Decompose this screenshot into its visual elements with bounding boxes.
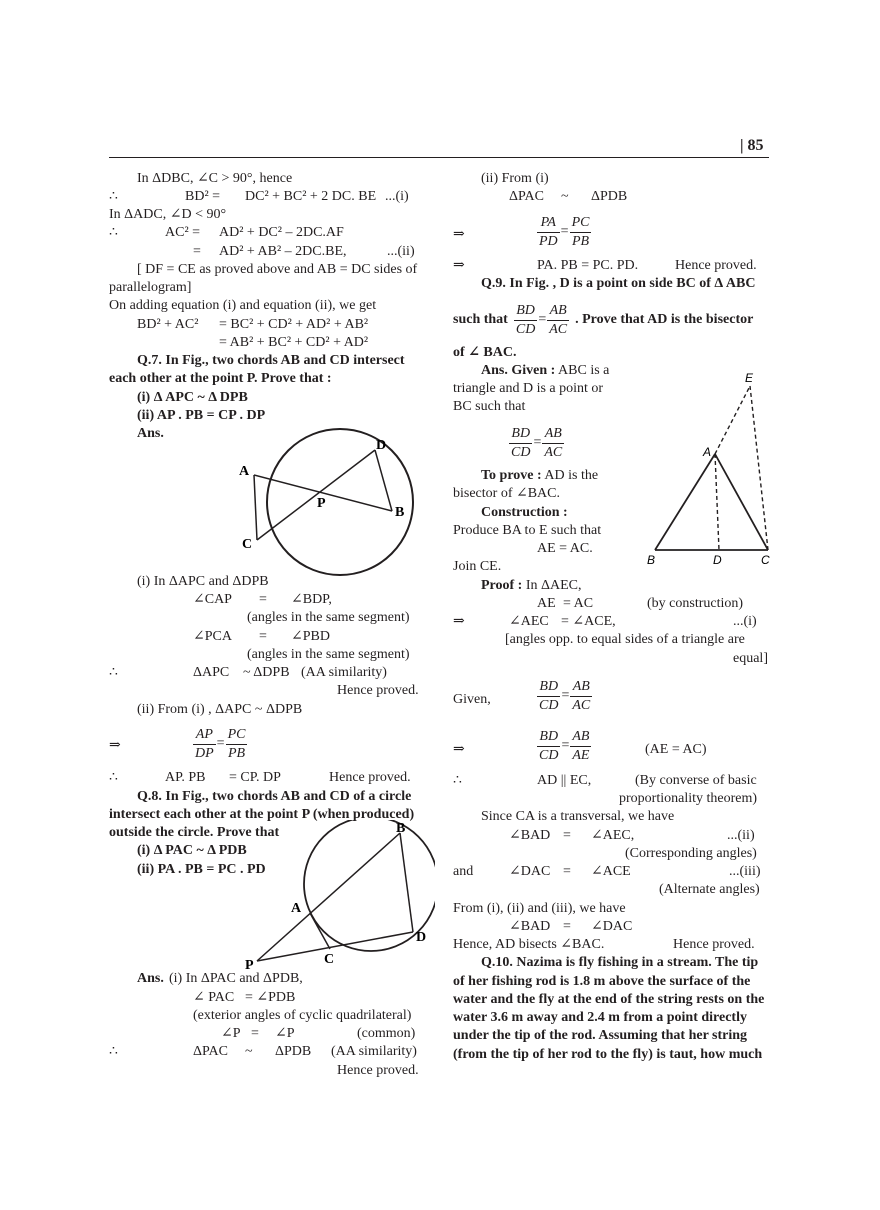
fraction-numerator: AB — [547, 302, 569, 321]
text-line: ∠CAP — [193, 592, 232, 607]
text-line: = — [563, 864, 571, 879]
fraction-equation — [537, 728, 591, 765]
fraction-equation — [193, 726, 247, 763]
question-heading: Q.9. In Fig. , D is a point on side BC of Δ ABC — [481, 276, 756, 291]
fraction-denominator: CD — [511, 445, 531, 460]
point-label-e: E — [745, 371, 754, 385]
fraction-numerator: AB — [542, 425, 564, 444]
fraction-denominator: CD — [539, 748, 559, 763]
text-line: parallelogram] — [109, 280, 192, 295]
equals-sign: = — [561, 738, 570, 754]
text-line: In ΔADC, ∠D < 90° — [109, 207, 227, 222]
text-fragment: such that — [453, 312, 508, 328]
implies-symbol: ⇒ — [453, 258, 465, 273]
text-line: (angles in the same segment) — [247, 647, 410, 662]
text-line: = ∠PDB — [245, 990, 296, 1005]
text-line: ~ ΔDPB — [243, 665, 290, 680]
triangle-bisector-figure — [645, 368, 775, 568]
page-number: | 85 — [740, 137, 764, 154]
text-line: = — [563, 919, 571, 934]
therefore-symbol: ∴ — [109, 770, 118, 785]
text-line: (ii) From (i) — [481, 171, 549, 186]
point-label-p: P — [245, 958, 254, 972]
point-label-b: B — [395, 505, 405, 520]
implies-symbol: ⇒ — [453, 614, 465, 629]
text-line: (common) — [357, 1026, 416, 1041]
equation-number: ...(ii) — [387, 244, 415, 259]
fraction-denominator: CD — [539, 698, 559, 713]
fraction-denominator: AC — [544, 445, 563, 460]
answer-label: Ans. — [137, 426, 164, 441]
text-line: Hence, AD bisects ∠BAC. — [453, 937, 605, 952]
text-line: ∠ PAC — [193, 990, 235, 1005]
text-line: AD || EC, — [537, 773, 592, 788]
construction-label: Construction : — [481, 505, 568, 520]
question-part: (ii) PA . PB = PC . PD — [137, 862, 266, 877]
text-line: ∠DAC — [509, 864, 551, 879]
text-line: ΔPAC — [193, 1044, 228, 1059]
text-line: = — [193, 244, 201, 259]
text-line: and — [453, 864, 474, 879]
text-line: = AC — [563, 596, 594, 611]
fraction-numerator: AB — [570, 728, 591, 747]
text-line: AE — [537, 596, 556, 611]
text-line: proportionality theorem) — [619, 791, 758, 806]
text-line: Given, — [453, 692, 491, 707]
equals-sign: = — [216, 736, 225, 752]
equation-number: ...(i) — [385, 189, 409, 204]
text-line: ∠AEC, — [591, 828, 635, 843]
hence-proved: Hence proved. — [675, 258, 757, 273]
point-label-a: A — [291, 901, 302, 916]
point-label-b: B — [647, 553, 656, 567]
question-heading: intersect each other at the point P (when produced) — [109, 807, 415, 822]
text-line: DC² + BC² + 2 DC. BE — [245, 189, 377, 204]
chords-intersecting-figure — [229, 420, 429, 580]
proof-label: Proof : — [481, 578, 523, 593]
fraction-numerator: AB — [570, 678, 592, 697]
question-part: (i) Δ APC ~ Δ DPB — [137, 390, 248, 405]
point-label-a: A — [703, 445, 712, 459]
question-heading: water and the fly at the end of the string rests on the — [453, 992, 765, 1007]
text-line: (Alternate angles) — [659, 882, 760, 897]
fraction-equation — [537, 678, 592, 715]
equation-number: ...(ii) — [727, 828, 755, 843]
question-heading: Q.8. In Fig., two chords AB and CD of a circle — [137, 789, 412, 804]
point-label-d: D — [416, 930, 427, 945]
right-column — [453, 170, 773, 1090]
hence-proved: Hence proved. — [329, 770, 411, 785]
text-line: (ii) From (i) , ΔAPC ~ ΔDPB — [137, 702, 303, 717]
question-part: (i) Δ PAC ~ Δ PDB — [137, 843, 247, 858]
fraction-denominator: AC — [572, 698, 591, 713]
point-label-c: C — [242, 537, 253, 552]
question-heading: outside the circle. Prove that — [109, 825, 280, 840]
text-line: ∠BAD — [509, 919, 551, 934]
text-line: ΔAPC — [193, 665, 230, 680]
hence-proved: Hence proved. — [337, 1063, 419, 1078]
text-line: Since CA is a transversal, we have — [481, 809, 675, 824]
equals-sign: = — [561, 688, 570, 704]
text-line: ∠DAC — [591, 919, 633, 934]
question-heading: under the tip of the rod. Assuming that her string — [453, 1028, 748, 1043]
question-heading: (from the tip of her rod to the fly) is taut, how much — [453, 1047, 763, 1062]
implies-symbol: ⇒ — [453, 227, 465, 242]
text-line: ΔPDB — [591, 189, 628, 204]
implies-symbol: ⇒ — [453, 742, 465, 757]
point-label-p: P — [317, 496, 326, 511]
question-heading: Q.7. In Fig., two chords AB and CD intersect — [137, 353, 405, 368]
text-line: (angles in the same segment) — [247, 610, 410, 625]
text-line: AE = AC. — [537, 541, 593, 556]
fraction-equation — [509, 425, 564, 462]
text-line: (AA similarity) — [301, 665, 387, 680]
point-label-d: D — [376, 438, 387, 453]
therefore-symbol: ∴ — [109, 1044, 118, 1059]
text-line: ΔPDB — [275, 1044, 312, 1059]
text-line: ∠ACE — [591, 864, 631, 879]
text-line: = — [259, 629, 267, 644]
equals-sign: = — [560, 224, 569, 240]
fraction-numerator: PC — [570, 214, 592, 233]
text-line: BD² + AC² — [137, 317, 199, 332]
hence-proved: Hence proved. — [337, 683, 419, 698]
text-line: equal] — [733, 651, 768, 666]
text-line: triangle and D is a point or — [453, 381, 604, 396]
text-line: BC such that — [453, 399, 526, 414]
equals-sign: = — [538, 312, 547, 328]
text-line: In ΔDBC, ∠C > 90°, hence — [137, 171, 293, 186]
text-line: AD² + AB² – 2DC.BE, — [219, 244, 347, 259]
fraction-numerator: BD — [537, 678, 560, 697]
text-line: = — [259, 592, 267, 607]
hence-proved: Hence proved. — [673, 937, 755, 952]
text-line: (Corresponding angles) — [625, 846, 757, 861]
text-line: Join CE. — [453, 559, 502, 574]
fraction-denominator: DP — [195, 746, 214, 761]
point-label-d: D — [713, 553, 722, 567]
text-fragment: . Prove that AD is the bisector — [575, 312, 754, 328]
text-fragment: AD is the — [544, 468, 599, 483]
text-line: ∠PCA — [193, 629, 232, 644]
text-line: On adding equation (i) and equation (ii), we get — [109, 298, 377, 313]
fraction-numerator: BD — [514, 302, 537, 321]
fraction-numerator: PA — [537, 214, 560, 233]
equation-number: ...(iii) — [729, 864, 761, 879]
text-line: (by construction) — [647, 596, 744, 611]
fraction-denominator: PB — [571, 234, 590, 249]
text-line: ∠AEC — [509, 614, 549, 629]
fraction-denominator: AC — [549, 322, 568, 337]
therefore-symbol: ∴ — [109, 189, 118, 204]
text-line: (By converse of basic — [635, 773, 757, 788]
equals-sign: = — [533, 435, 542, 451]
text-line: (i) In ΔAPC and ΔDPB — [137, 574, 269, 589]
text-line: (i) In ΔPAC and ΔPDB, — [169, 971, 303, 986]
question-heading — [453, 302, 753, 339]
text-line: [ DF = CE as proved above and AB = DC sides of — [137, 262, 418, 277]
fraction-numerator: BD — [509, 425, 532, 444]
secant-chords-figure — [245, 820, 435, 972]
text-line: (AE = AC) — [645, 742, 707, 757]
therefore-symbol: ∴ — [109, 665, 118, 680]
question-heading: each other at the point P. Prove that : — [109, 371, 332, 386]
point-label-b: B — [396, 821, 406, 836]
text-line: Produce BA to E such that — [453, 523, 602, 538]
text-line: = ∠ACE, — [561, 614, 616, 629]
therefore-symbol: ∴ — [453, 773, 462, 788]
text-line: ∠PBD — [291, 629, 330, 644]
text-line: (exterior angles of cyclic quadrilateral) — [193, 1008, 412, 1023]
given-label: Ans. Given : — [481, 363, 556, 378]
text-line: ∠P — [221, 1026, 241, 1041]
text-line: PA. PB = PC. PD. — [537, 258, 639, 273]
fraction-numerator: PC — [226, 726, 248, 745]
question-heading: of ∠ BAC. — [453, 345, 517, 360]
fraction-denominator: PD — [539, 234, 558, 249]
equation-number: ...(i) — [733, 614, 757, 629]
text-line: AC² = — [165, 225, 201, 240]
text-line: [angles opp. to equal sides of a triangle are — [505, 632, 745, 647]
text-line: AD² + DC² – 2DC.AF — [219, 225, 344, 240]
fraction-numerator: AP — [193, 726, 216, 745]
fraction-denominator: CD — [515, 322, 536, 337]
fraction-denominator: AE — [572, 748, 590, 763]
answer-label: Ans. — [137, 971, 164, 986]
text-line: = — [563, 828, 571, 843]
header-rule — [109, 157, 769, 158]
text-line: = AB² + BC² + CD² + AD² — [219, 335, 369, 350]
point-label-c: C — [761, 553, 770, 567]
text-line: bisector of ∠BAC. — [453, 486, 560, 501]
text-line: ~ — [245, 1044, 253, 1059]
text-line: = BC² + CD² + AD² + AB² — [219, 317, 369, 332]
text-line: (AA similarity) — [331, 1044, 417, 1059]
text-line: ∠BDP, — [291, 592, 332, 607]
question-heading: Q.10. Nazima is fly fishing in a stream. The tip — [481, 955, 759, 970]
text-fragment: In ΔAEC, — [525, 578, 582, 593]
question-part: (ii) AP . PB = CP . DP — [137, 408, 266, 423]
question-heading: water 3.6 m away and 2.4 m from a point directly — [453, 1010, 747, 1025]
text-line: ∠P — [275, 1026, 295, 1041]
text-line: BD² = — [185, 189, 221, 204]
text-line: From (i), (ii) and (iii), we have — [453, 901, 626, 916]
fraction-denominator: PB — [227, 746, 246, 761]
to-prove-label: To prove : — [481, 468, 542, 483]
point-label-a: A — [239, 464, 250, 479]
therefore-symbol: ∴ — [109, 225, 118, 240]
text-line: ∠BAD — [509, 828, 551, 843]
text-line: AP. PB — [165, 770, 206, 785]
question-heading: of her fishing rod is 1.8 m above the surface of the — [453, 974, 751, 989]
fraction-numerator: BD — [537, 728, 560, 747]
text-line: ~ — [561, 189, 569, 204]
text-line: = CP. DP — [229, 770, 281, 785]
text-line — [481, 467, 598, 485]
fraction-equation — [537, 214, 591, 251]
point-label-c: C — [324, 952, 335, 967]
text-fragment: ABC is a — [558, 363, 610, 378]
implies-symbol: ⇒ — [109, 738, 121, 753]
text-line — [481, 577, 582, 595]
text-line — [481, 362, 609, 380]
text-line: = — [251, 1026, 259, 1041]
left-column — [109, 170, 429, 1090]
text-line: ΔPAC — [509, 189, 544, 204]
